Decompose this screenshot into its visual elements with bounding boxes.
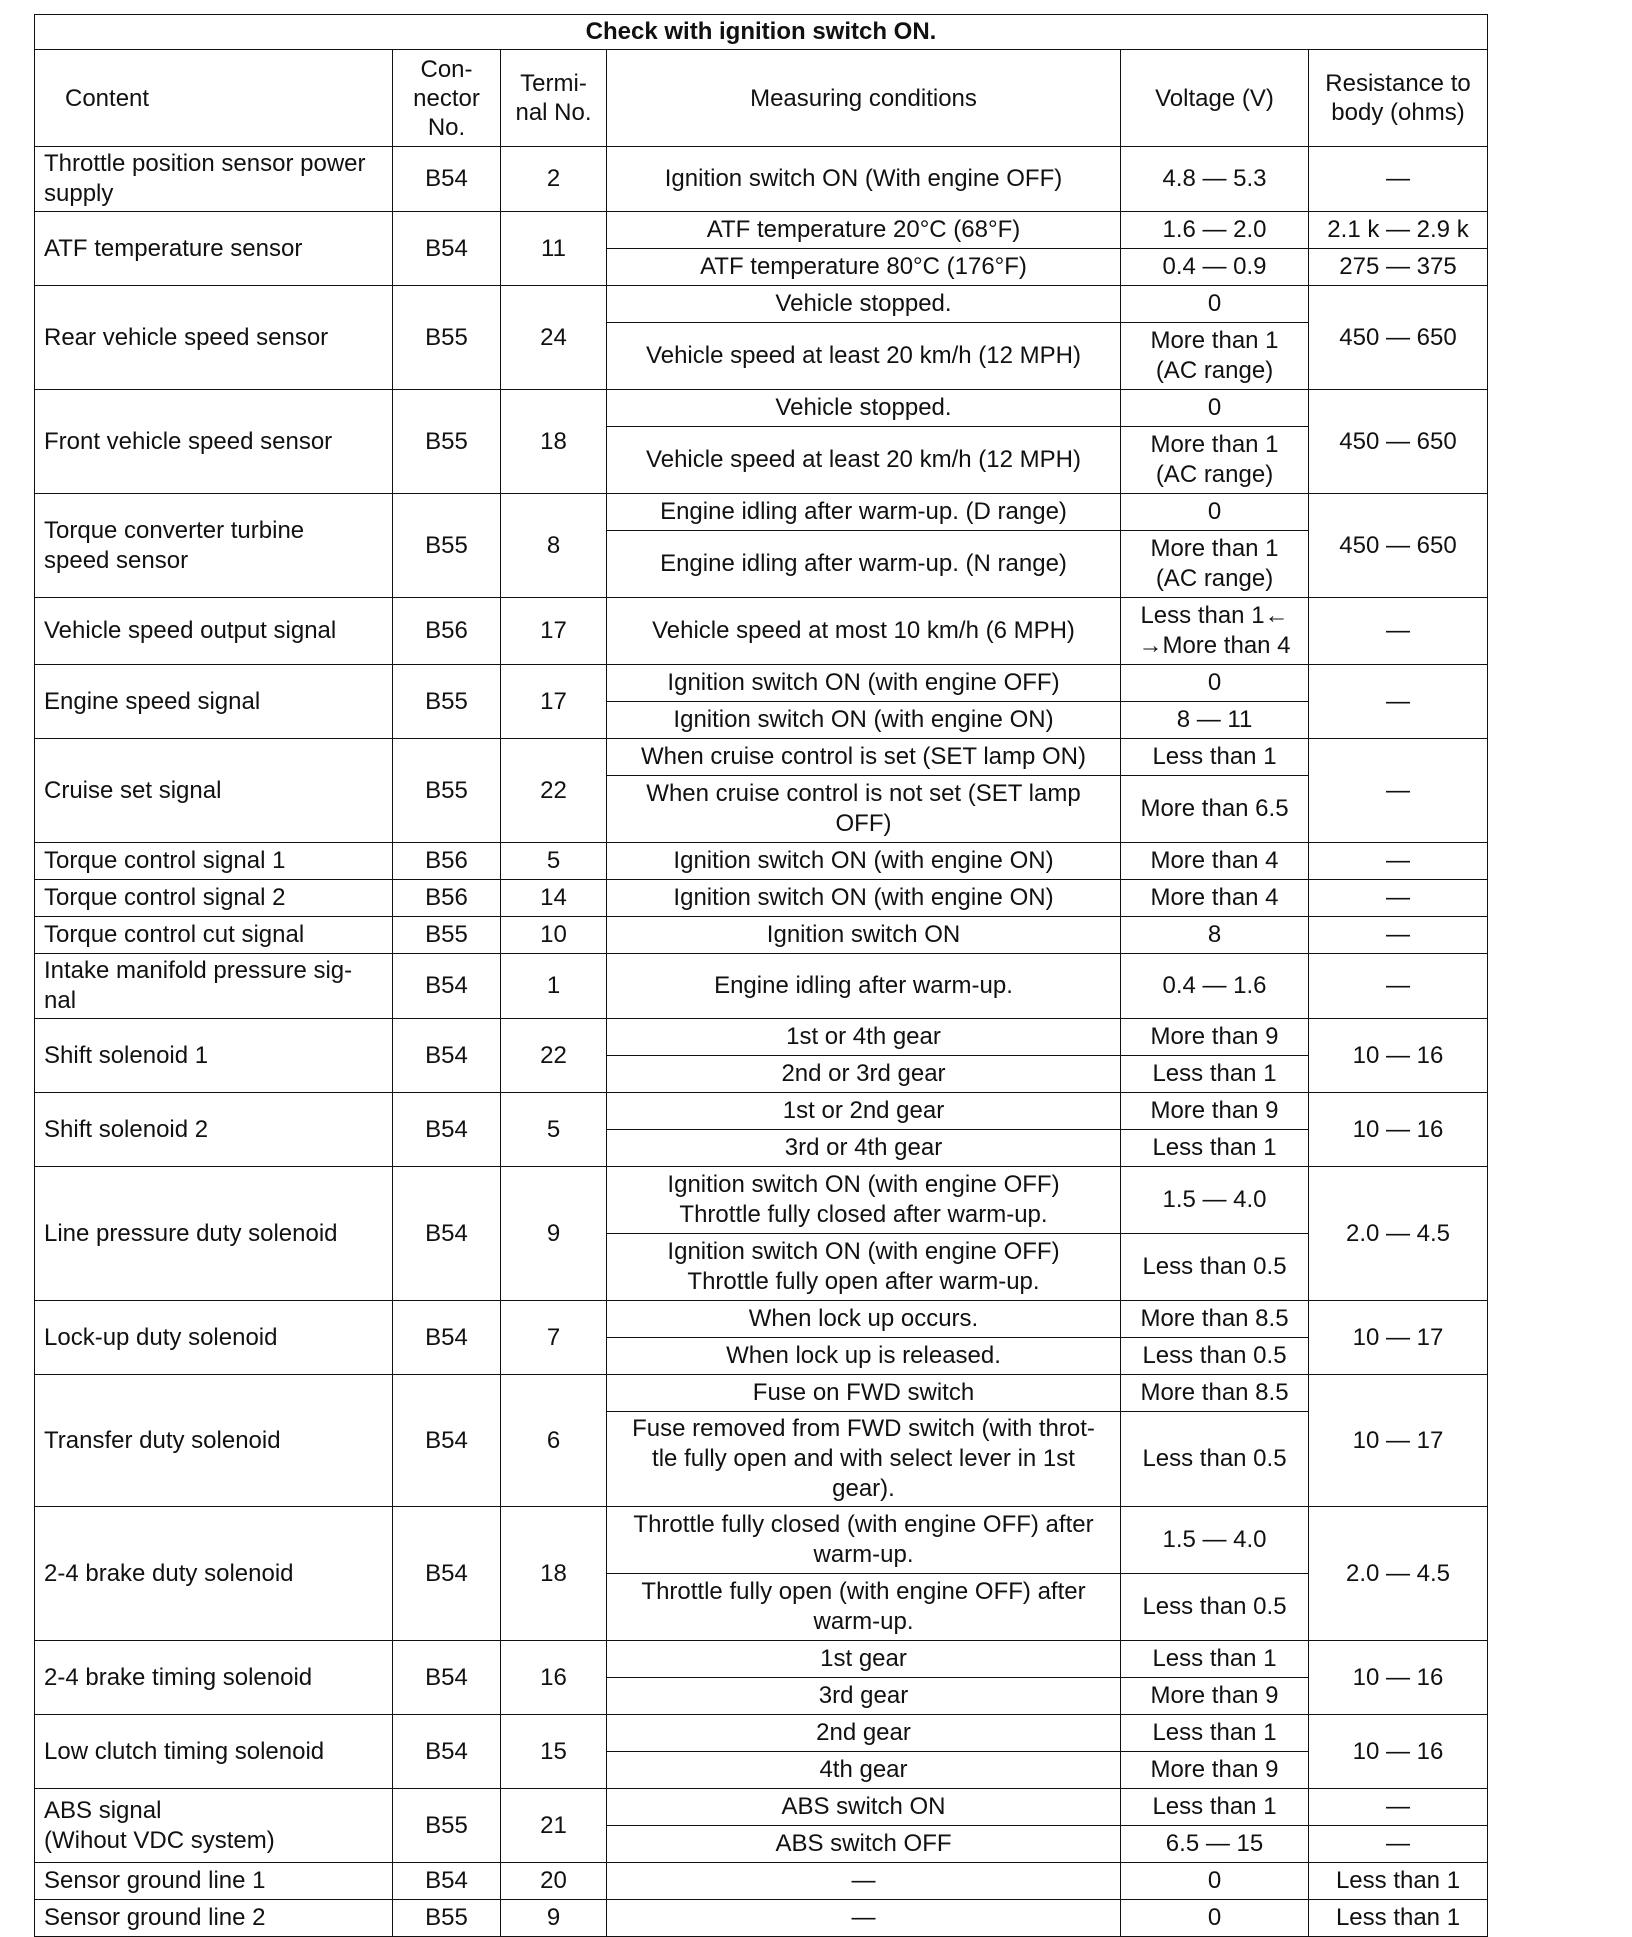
voltage-cell: 8 — 11	[1121, 702, 1309, 739]
condition-cell: Fuse removed from FWD switch (with throt- tle fully open and with select lever in 1st gear).	[607, 1412, 1121, 1507]
condition-cell: 1st or 4th gear	[607, 1019, 1121, 1056]
terminal-cell: 14	[501, 880, 607, 917]
content-cell: Shift solenoid 2	[35, 1093, 393, 1167]
resistance-cell: 450 — 650	[1309, 390, 1488, 494]
connector-cell: B54	[393, 212, 501, 286]
connector-cell: B55	[393, 390, 501, 494]
connector-cell: B56	[393, 880, 501, 917]
table-row	[35, 880, 1488, 917]
header-voltage: Voltage (V)	[1121, 50, 1309, 147]
terminal-cell: 18	[501, 390, 607, 494]
resistance-cell: 10 — 16	[1309, 1715, 1488, 1789]
connector-cell: B54	[393, 1863, 501, 1900]
condition-cell: ATF temperature 20°C (68°F)	[607, 212, 1121, 249]
content-cell: Low clutch timing solenoid	[35, 1715, 393, 1789]
content-cell: Sensor ground line 2	[35, 1900, 393, 1937]
voltage-cell: More than 1 (AC range)	[1121, 531, 1309, 598]
resistance-cell: Less than 1	[1309, 1900, 1488, 1937]
connector-cell: B55	[393, 739, 501, 843]
table-row	[35, 954, 1488, 1019]
voltage-cell: Less than 1	[1121, 1130, 1309, 1167]
voltage-cell: Less than 0.5	[1121, 1412, 1309, 1507]
connector-cell: B56	[393, 843, 501, 880]
content-cell: ATF temperature sensor	[35, 212, 393, 286]
voltage-cell: 4.8 — 5.3	[1121, 147, 1309, 212]
condition-cell: When lock up occurs.	[607, 1301, 1121, 1338]
content-cell: Throttle position sensor power supply	[35, 147, 393, 212]
voltage-cell: 0.4 — 1.6	[1121, 954, 1309, 1019]
voltage-cell: 0	[1121, 665, 1309, 702]
table-row	[35, 917, 1488, 954]
voltage-cell: 0	[1121, 286, 1309, 323]
resistance-cell: 2.0 — 4.5	[1309, 1167, 1488, 1301]
table-row	[35, 494, 1488, 531]
resistance-cell: 10 — 16	[1309, 1093, 1488, 1167]
resistance-cell: —	[1309, 1826, 1488, 1863]
connector-cell: B54	[393, 1019, 501, 1093]
table-body	[35, 147, 1488, 1937]
table-row	[35, 1019, 1488, 1056]
terminal-cell: 7	[501, 1301, 607, 1375]
voltage-cell: Less than 1	[1121, 1715, 1309, 1752]
table-caption: Check with ignition switch ON.	[35, 15, 1488, 50]
condition-cell: Ignition switch ON (with engine OFF) Throttle fully open after warm-up.	[607, 1234, 1121, 1301]
connector-cell: B54	[393, 1301, 501, 1375]
condition-cell: Ignition switch ON (with engine ON)	[607, 880, 1121, 917]
condition-cell: Ignition switch ON (With engine OFF)	[607, 147, 1121, 212]
content-cell: ABS signal (Wihout VDC system)	[35, 1789, 393, 1863]
content-cell: Sensor ground line 1	[35, 1863, 393, 1900]
table-row	[35, 1900, 1488, 1937]
voltage-cell: Less than 0.5	[1121, 1338, 1309, 1375]
connector-cell: B54	[393, 1715, 501, 1789]
connector-cell: B54	[393, 1375, 501, 1507]
table-row	[35, 843, 1488, 880]
resistance-cell: 450 — 650	[1309, 494, 1488, 598]
condition-cell: Fuse on FWD switch	[607, 1375, 1121, 1412]
content-cell: Rear vehicle speed sensor	[35, 286, 393, 390]
content-cell: Lock-up duty solenoid	[35, 1301, 393, 1375]
connector-cell: B55	[393, 494, 501, 598]
condition-cell: 2nd gear	[607, 1715, 1121, 1752]
voltage-cell: Less than 1	[1121, 1056, 1309, 1093]
connector-cell: B55	[393, 286, 501, 390]
condition-cell: 3rd or 4th gear	[607, 1130, 1121, 1167]
voltage-cell: Less than 1← →More than 4	[1121, 598, 1309, 665]
resistance-cell: —	[1309, 843, 1488, 880]
header-resistance: Resistance to body (ohms)	[1309, 50, 1488, 147]
connector-cell: B55	[393, 1789, 501, 1863]
terminal-cell: 1	[501, 954, 607, 1019]
connector-cell: B54	[393, 1641, 501, 1715]
condition-cell: 1st or 2nd gear	[607, 1093, 1121, 1130]
header-connector: Con- nector No.	[393, 50, 501, 147]
terminal-cell: 24	[501, 286, 607, 390]
content-cell: Line pressure duty solenoid	[35, 1167, 393, 1301]
condition-cell: Ignition switch ON (with engine OFF) Throttle fully closed after warm-up.	[607, 1167, 1121, 1234]
condition-cell: Vehicle stopped.	[607, 286, 1121, 323]
connector-cell: B54	[393, 147, 501, 212]
voltage-cell: 0	[1121, 390, 1309, 427]
voltage-cell: More than 1 (AC range)	[1121, 323, 1309, 390]
spec-sheet	[34, 14, 1487, 1937]
condition-cell: Vehicle speed at least 20 km/h (12 MPH)	[607, 427, 1121, 494]
condition-cell: Vehicle speed at least 20 km/h (12 MPH)	[607, 323, 1121, 390]
connector-cell: B54	[393, 954, 501, 1019]
header-conditions: Measuring conditions	[607, 50, 1121, 147]
table-row	[35, 212, 1488, 249]
resistance-cell: —	[1309, 917, 1488, 954]
content-cell: Torque control cut signal	[35, 917, 393, 954]
table-row	[35, 390, 1488, 427]
table-row	[35, 1789, 1488, 1826]
resistance-cell: —	[1309, 880, 1488, 917]
voltage-cell: Less than 0.5	[1121, 1234, 1309, 1301]
condition-cell: When cruise control is not set (SET lamp OFF)	[607, 776, 1121, 843]
voltage-cell: More than 9	[1121, 1678, 1309, 1715]
table-row	[35, 1863, 1488, 1900]
condition-cell: 4th gear	[607, 1752, 1121, 1789]
voltage-cell: More than 4	[1121, 843, 1309, 880]
condition-cell: Throttle fully closed (with engine OFF) after warm-up.	[607, 1507, 1121, 1574]
condition-cell: Engine idling after warm-up.	[607, 954, 1121, 1019]
content-cell: Torque control signal 1	[35, 843, 393, 880]
terminal-cell: 8	[501, 494, 607, 598]
table-row	[35, 1301, 1488, 1338]
terminal-cell: 21	[501, 1789, 607, 1863]
resistance-cell: —	[1309, 665, 1488, 739]
resistance-cell: —	[1309, 147, 1488, 212]
voltage-cell: More than 9	[1121, 1019, 1309, 1056]
condition-cell: Ignition switch ON (with engine ON)	[607, 843, 1121, 880]
terminal-cell: 16	[501, 1641, 607, 1715]
content-cell: Shift solenoid 1	[35, 1019, 393, 1093]
terminal-cell: 15	[501, 1715, 607, 1789]
terminal-cell: 5	[501, 843, 607, 880]
connector-cell: B55	[393, 665, 501, 739]
terminal-cell: 5	[501, 1093, 607, 1167]
voltage-cell: More than 1 (AC range)	[1121, 427, 1309, 494]
voltage-cell: More than 9	[1121, 1752, 1309, 1789]
connector-cell: B55	[393, 917, 501, 954]
voltage-cell: 1.5 — 4.0	[1121, 1167, 1309, 1234]
voltage-cell: Less than 1	[1121, 1789, 1309, 1826]
voltage-cell: 0	[1121, 1900, 1309, 1937]
terminal-cell: 9	[501, 1167, 607, 1301]
content-cell: Transfer duty solenoid	[35, 1375, 393, 1507]
voltage-cell: Less than 1	[1121, 1641, 1309, 1678]
resistance-cell: —	[1309, 739, 1488, 843]
condition-cell: When cruise control is set (SET lamp ON)	[607, 739, 1121, 776]
content-cell: 2-4 brake duty solenoid	[35, 1507, 393, 1641]
table-row	[35, 1641, 1488, 1678]
condition-cell: —	[607, 1863, 1121, 1900]
table-row	[35, 739, 1488, 776]
content-cell: Torque converter turbine speed sensor	[35, 494, 393, 598]
terminal-cell: 20	[501, 1863, 607, 1900]
voltage-cell: 0.4 — 0.9	[1121, 249, 1309, 286]
resistance-cell: —	[1309, 598, 1488, 665]
voltage-cell: 0	[1121, 1863, 1309, 1900]
terminal-cell: 10	[501, 917, 607, 954]
resistance-cell: 10 — 16	[1309, 1019, 1488, 1093]
condition-cell: ABS switch ON	[607, 1789, 1121, 1826]
terminal-cell: 2	[501, 147, 607, 212]
connector-cell: B55	[393, 1900, 501, 1937]
connector-cell: B56	[393, 598, 501, 665]
condition-cell: 3rd gear	[607, 1678, 1121, 1715]
condition-cell: Vehicle stopped.	[607, 390, 1121, 427]
content-cell: Engine speed signal	[35, 665, 393, 739]
resistance-cell: Less than 1	[1309, 1863, 1488, 1900]
terminal-cell: 17	[501, 598, 607, 665]
table-row	[35, 1375, 1488, 1412]
connector-cell: B54	[393, 1167, 501, 1301]
connector-cell: B54	[393, 1507, 501, 1641]
voltage-cell: 1.6 — 2.0	[1121, 212, 1309, 249]
voltage-cell: More than 8.5	[1121, 1301, 1309, 1338]
condition-cell: Vehicle speed at most 10 km/h (6 MPH)	[607, 598, 1121, 665]
header-content: Content	[35, 50, 393, 147]
resistance-cell: 2.1 k — 2.9 k	[1309, 212, 1488, 249]
resistance-cell: —	[1309, 1789, 1488, 1826]
resistance-cell: 10 — 17	[1309, 1301, 1488, 1375]
condition-cell: Engine idling after warm-up. (N range)	[607, 531, 1121, 598]
voltage-cell: More than 4	[1121, 880, 1309, 917]
voltage-cell: Less than 1	[1121, 739, 1309, 776]
condition-cell: Engine idling after warm-up. (D range)	[607, 494, 1121, 531]
table-row	[35, 1715, 1488, 1752]
content-cell: Cruise set signal	[35, 739, 393, 843]
condition-cell: Ignition switch ON	[607, 917, 1121, 954]
table-row	[35, 1093, 1488, 1130]
table-row	[35, 1167, 1488, 1234]
content-cell: Front vehicle speed sensor	[35, 390, 393, 494]
voltage-cell: More than 8.5	[1121, 1375, 1309, 1412]
terminal-cell: 22	[501, 1019, 607, 1093]
resistance-cell: 450 — 650	[1309, 286, 1488, 390]
voltage-cell: More than 6.5	[1121, 776, 1309, 843]
voltage-cell: 6.5 — 15	[1121, 1826, 1309, 1863]
resistance-cell: —	[1309, 954, 1488, 1019]
voltage-cell: 0	[1121, 494, 1309, 531]
condition-cell: —	[607, 1900, 1121, 1937]
resistance-cell: 10 — 16	[1309, 1641, 1488, 1715]
content-cell: Intake manifold pressure sig- nal	[35, 954, 393, 1019]
resistance-cell: 10 — 17	[1309, 1375, 1488, 1507]
voltage-cell: Less than 0.5	[1121, 1574, 1309, 1641]
terminal-cell: 11	[501, 212, 607, 286]
resistance-cell: 2.0 — 4.5	[1309, 1507, 1488, 1641]
terminal-cell: 18	[501, 1507, 607, 1641]
terminal-cell: 9	[501, 1900, 607, 1937]
table-row	[35, 147, 1488, 212]
table-row	[35, 665, 1488, 702]
header-terminal: Termi- nal No.	[501, 50, 607, 147]
terminal-cell: 17	[501, 665, 607, 739]
resistance-cell: 275 — 375	[1309, 249, 1488, 286]
condition-cell: Ignition switch ON (with engine ON)	[607, 702, 1121, 739]
connector-cell: B54	[393, 1093, 501, 1167]
condition-cell: 1st gear	[607, 1641, 1121, 1678]
table-row	[35, 286, 1488, 323]
terminal-cell: 22	[501, 739, 607, 843]
content-cell: Torque control signal 2	[35, 880, 393, 917]
table-row	[35, 598, 1488, 665]
table-row	[35, 1507, 1488, 1574]
voltage-cell: 8	[1121, 917, 1309, 954]
condition-cell: ABS switch OFF	[607, 1826, 1121, 1863]
terminal-cell: 6	[501, 1375, 607, 1507]
condition-cell: 2nd or 3rd gear	[607, 1056, 1121, 1093]
condition-cell: Throttle fully open (with engine OFF) after warm-up.	[607, 1574, 1121, 1641]
content-cell: 2-4 brake timing solenoid	[35, 1641, 393, 1715]
voltage-cell: 1.5 — 4.0	[1121, 1507, 1309, 1574]
voltage-cell: More than 9	[1121, 1093, 1309, 1130]
condition-cell: When lock up is released.	[607, 1338, 1121, 1375]
condition-cell: ATF temperature 80°C (176°F)	[607, 249, 1121, 286]
condition-cell: Ignition switch ON (with engine OFF)	[607, 665, 1121, 702]
content-cell: Vehicle speed output signal	[35, 598, 393, 665]
ignition-check-table	[34, 14, 1488, 1937]
